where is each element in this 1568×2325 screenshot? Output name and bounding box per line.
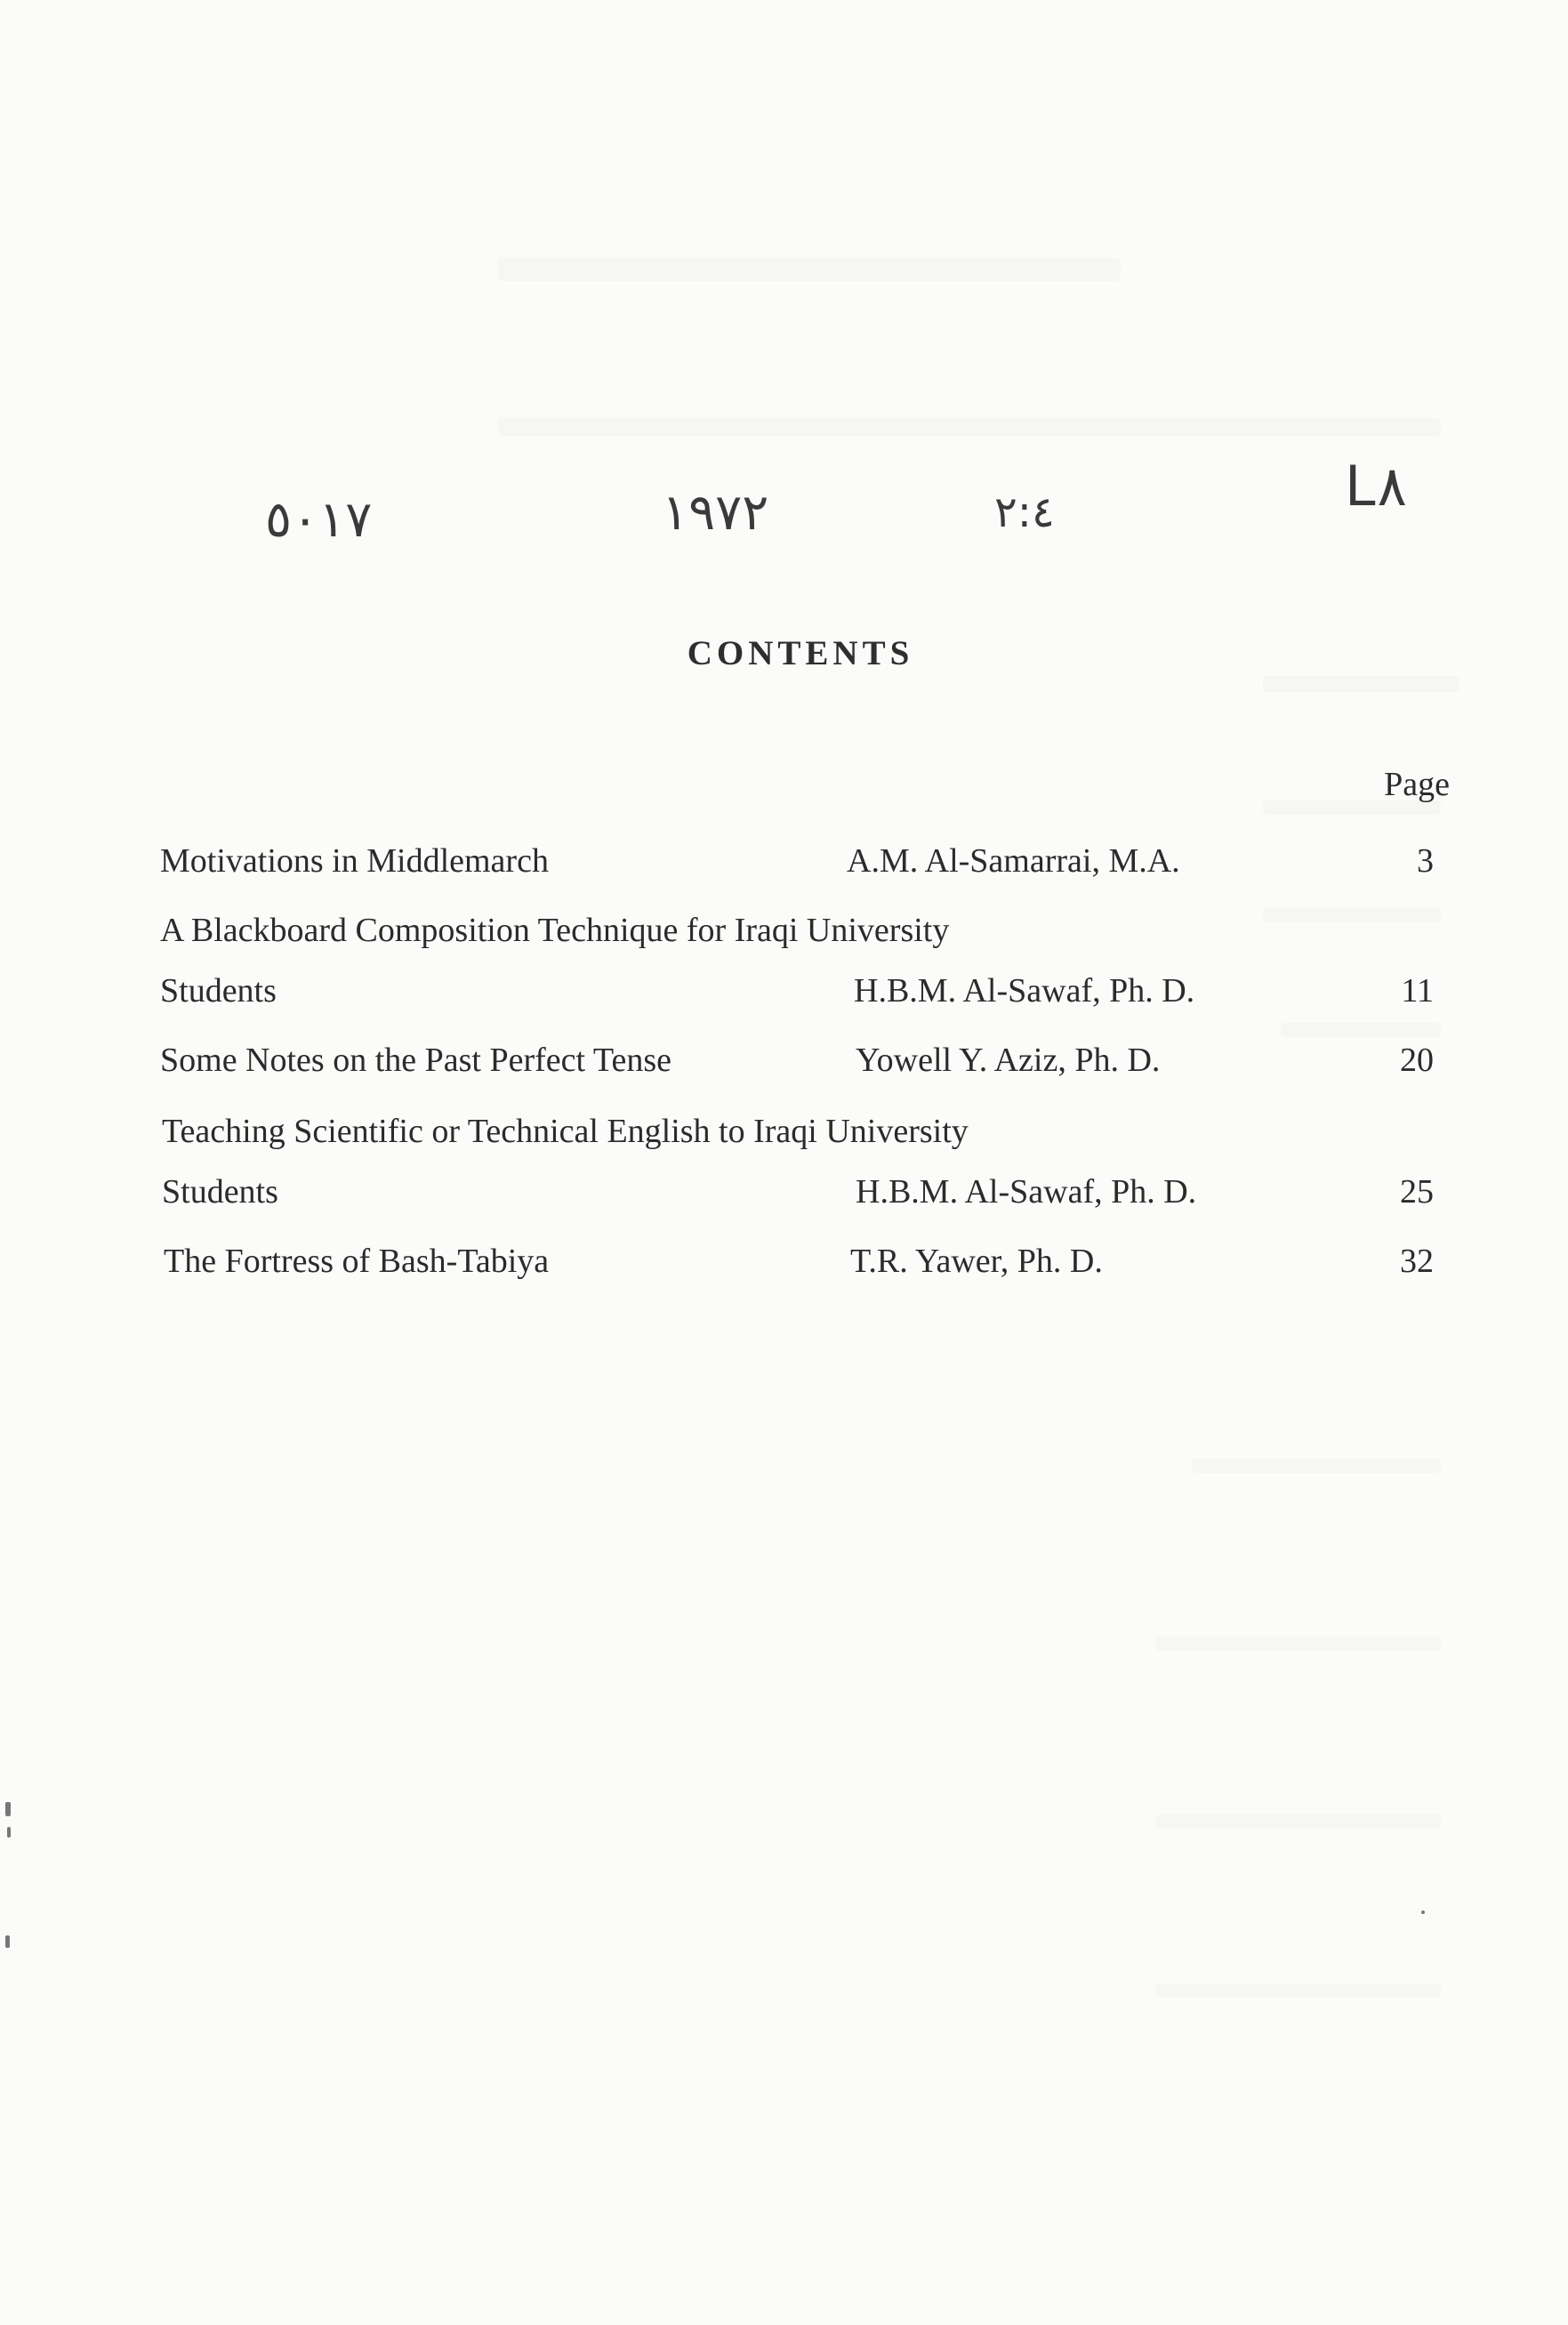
handwritten-note: ١٩٧٢ — [662, 484, 769, 542]
bleed-through-mark — [498, 258, 1121, 281]
toc-entry-page: 32 — [1400, 1243, 1434, 1280]
contents-heading: CONTENTS — [687, 634, 914, 672]
scan-mark — [5, 1935, 10, 1948]
toc-entry-page: 20 — [1400, 1042, 1434, 1079]
handwritten-note: ٢:٤ — [994, 487, 1055, 537]
bleed-through-mark — [1281, 1023, 1441, 1037]
scan-mark — [1421, 1911, 1425, 1914]
toc-entry-page: 25 — [1400, 1173, 1434, 1211]
bleed-through-mark — [1156, 1814, 1441, 1829]
bleed-through-mark — [1263, 676, 1459, 692]
toc-entry-title-continued: Students — [160, 972, 277, 1010]
toc-entry-author: T.R. Yawer, Ph. D. — [850, 1243, 1103, 1280]
toc-entry-title-continued: Students — [162, 1173, 278, 1211]
handwritten-note: L٨ — [1345, 454, 1407, 519]
toc-entry-page: 3 — [1417, 842, 1434, 880]
scan-mark — [7, 1827, 11, 1838]
toc-entry-title: Some Notes on the Past Perfect Tense — [160, 1042, 671, 1079]
bleed-through-mark — [1192, 1459, 1441, 1473]
toc-entry-author: Yowell Y. Aziz, Ph. D. — [856, 1042, 1161, 1079]
toc-entry-author: H.B.M. Al-Sawaf, Ph. D. — [856, 1173, 1197, 1211]
bleed-through-mark — [498, 418, 1441, 436]
toc-entry-page: 11 — [1401, 972, 1434, 1010]
bleed-through-mark — [1156, 1983, 1441, 1998]
toc-entry-title: Motivations in Middlemarch — [160, 842, 549, 880]
handwritten-note: ٥٠١٧ — [265, 491, 373, 549]
toc-entry-author: H.B.M. Al-Sawaf, Ph. D. — [854, 972, 1195, 1010]
toc-entry-title: Teaching Scientific or Technical English to Iraqi University — [162, 1113, 969, 1150]
page-column-heading: Page — [1384, 766, 1450, 803]
bleed-through-mark — [1263, 907, 1441, 921]
toc-entry-title: A Blackboard Composition Technique for Iraqi University — [160, 912, 950, 949]
scan-mark — [5, 1802, 11, 1816]
toc-entry-author: A.M. Al-Samarrai, M.A. — [847, 842, 1180, 880]
bleed-through-mark — [1156, 1637, 1441, 1651]
toc-entry-title: The Fortress of Bash-Tabiya — [164, 1243, 550, 1280]
